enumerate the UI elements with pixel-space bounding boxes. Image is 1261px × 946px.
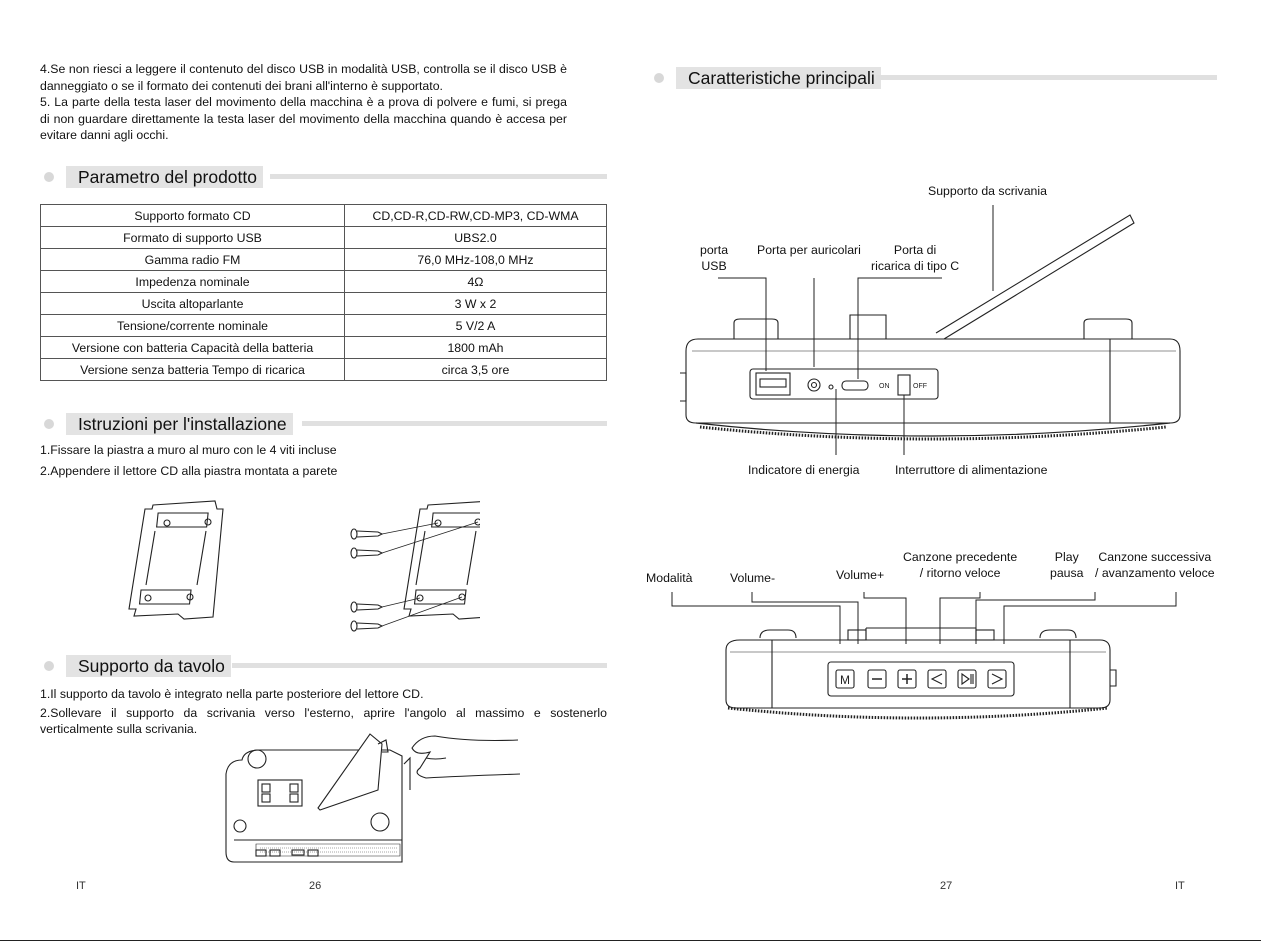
spec-row xyxy=(41,271,607,293)
spec-value: 4Ω xyxy=(345,271,607,293)
label-desk-stand: Supporto da scrivania xyxy=(928,184,1047,198)
desk-stand-illustration xyxy=(220,730,530,870)
footer-lang-right: IT xyxy=(1175,880,1185,892)
intro-paragraph-5: 5. La parte della testa laser del movimento della macchina è a prova di polvere e fumi, si prega di non guardare direttamente la testa laser del movimento della macchina quando è accesa per evitare danni agli occhi. xyxy=(40,95,567,142)
screw-icon xyxy=(351,529,382,631)
bullet-dot-icon xyxy=(44,661,54,671)
footer-page-left: 26 xyxy=(309,880,322,892)
spec-row xyxy=(41,359,607,381)
label-next: Canzone successiva / avanzamento veloce xyxy=(1095,550,1215,580)
mode-button-text: M xyxy=(840,673,850,687)
section-title: Istruzioni per l'installazione xyxy=(66,413,293,435)
hand-icon xyxy=(412,736,520,778)
next-button-icon xyxy=(988,670,1006,688)
power-indicator-icon xyxy=(829,385,833,389)
spec-row xyxy=(41,293,607,315)
section-rule xyxy=(876,75,1217,80)
spec-value: UBS2.0 xyxy=(345,227,607,249)
page-bottom-rule xyxy=(0,940,1261,941)
label-power-switch: Interruttore di alimentazione xyxy=(895,463,1048,477)
label-volume-minus: Volume- xyxy=(730,571,776,585)
section-rule xyxy=(302,421,607,426)
spec-label: Versione senza batteria Tempo di ricarica xyxy=(41,359,345,381)
wall-plate-illustration xyxy=(120,495,480,640)
spec-label: Tensione/corrente nominale xyxy=(41,315,345,337)
typec-port-icon xyxy=(842,381,868,390)
spec-label: Impedenza nominale xyxy=(41,271,345,293)
label-usb-port: porta USB xyxy=(700,243,729,273)
intro-text xyxy=(40,61,567,144)
label-typec-port: Porta di ricarica di tipo C xyxy=(871,243,960,273)
switch-on-text: ON xyxy=(879,383,890,390)
power-switch-icon xyxy=(898,375,910,395)
player-side-view xyxy=(680,205,1200,455)
button-panel-icon xyxy=(828,662,1014,696)
spec-value: 3 W x 2 xyxy=(345,293,607,315)
label-volume-plus: Volume+ xyxy=(836,568,885,582)
spec-value: 76,0 MHz-108,0 MHz xyxy=(345,249,607,271)
spec-label: Formato di supporto USB xyxy=(41,227,345,249)
spec-label: Uscita altoparlante xyxy=(41,293,345,315)
label-prev: Canzone precedente / ritorno veloce xyxy=(903,550,1018,580)
stand-step-1: 1.Il supporto da tavolo è integrato nella parte posteriore del lettore CD. xyxy=(40,687,424,701)
section-rule xyxy=(232,663,607,668)
bullet-dot-icon xyxy=(44,172,54,182)
stand-rod-icon xyxy=(936,215,1134,339)
footer-page-right: 27 xyxy=(940,880,953,892)
label-power-indicator: Indicatore di energia xyxy=(748,463,860,477)
prev-button-icon xyxy=(928,670,946,688)
spec-row xyxy=(41,315,607,337)
section-header-params xyxy=(44,166,607,188)
spec-value: CD,CD-R,CD-RW,CD-MP3, CD-WMA xyxy=(345,205,607,227)
usb-port-icon xyxy=(756,373,790,395)
spec-row xyxy=(41,205,607,227)
bullet-dot-icon xyxy=(44,419,54,429)
headphone-jack-icon xyxy=(808,379,820,391)
footer-lang-left: IT xyxy=(76,880,86,892)
install-steps xyxy=(40,442,600,479)
spec-table xyxy=(40,204,607,381)
spec-value: circa 3,5 ore xyxy=(345,359,607,381)
intro-paragraph-4: 4.Se non riesci a leggere il contenuto del disco USB in modalità USB, controlla se il disco USB è danneggiato o se il formato dei contenuti dei brani all'interno è supportato. xyxy=(40,62,567,93)
section-title: Parametro del prodotto xyxy=(66,166,263,188)
spec-label: Versione con batteria Capacità della batteria xyxy=(41,337,345,359)
section-header-features xyxy=(654,67,1217,89)
section-title: Caratteristiche principali xyxy=(676,67,881,89)
spec-label: Gamma radio FM xyxy=(41,249,345,271)
player-front-body-icon xyxy=(726,640,1110,708)
spec-row xyxy=(41,249,607,271)
section-rule xyxy=(270,174,607,179)
spec-value: 1800 mAh xyxy=(345,337,607,359)
spec-row xyxy=(41,337,607,359)
spec-value: 5 V/2 A xyxy=(345,315,607,337)
label-headphone-port: Porta per auricolari xyxy=(757,243,861,257)
player-front-view xyxy=(660,590,1220,730)
label-play-pause: Play pausa xyxy=(1050,550,1084,580)
bullet-dot-icon xyxy=(654,73,664,83)
switch-off-text: OFF xyxy=(913,383,927,390)
stand-step-2: 2.Sollevare il supporto da scrivania verso l'esterno, aprire l'angolo al massimo e sostenerlo verticalmente sulla scrivania. xyxy=(40,705,607,736)
section-header-stand xyxy=(44,655,607,677)
install-step-2: 2.Appendere il lettore CD alla piastra montata a parete xyxy=(40,463,338,478)
spec-label: Supporto formato CD xyxy=(41,205,345,227)
spec-row xyxy=(41,227,607,249)
section-title: Supporto da tavolo xyxy=(66,655,231,677)
label-mode: Modalità xyxy=(646,571,693,585)
install-step-1: 1.Fissare la piastra a muro al muro con le 4 viti incluse xyxy=(40,443,337,457)
section-header-install xyxy=(44,413,607,435)
